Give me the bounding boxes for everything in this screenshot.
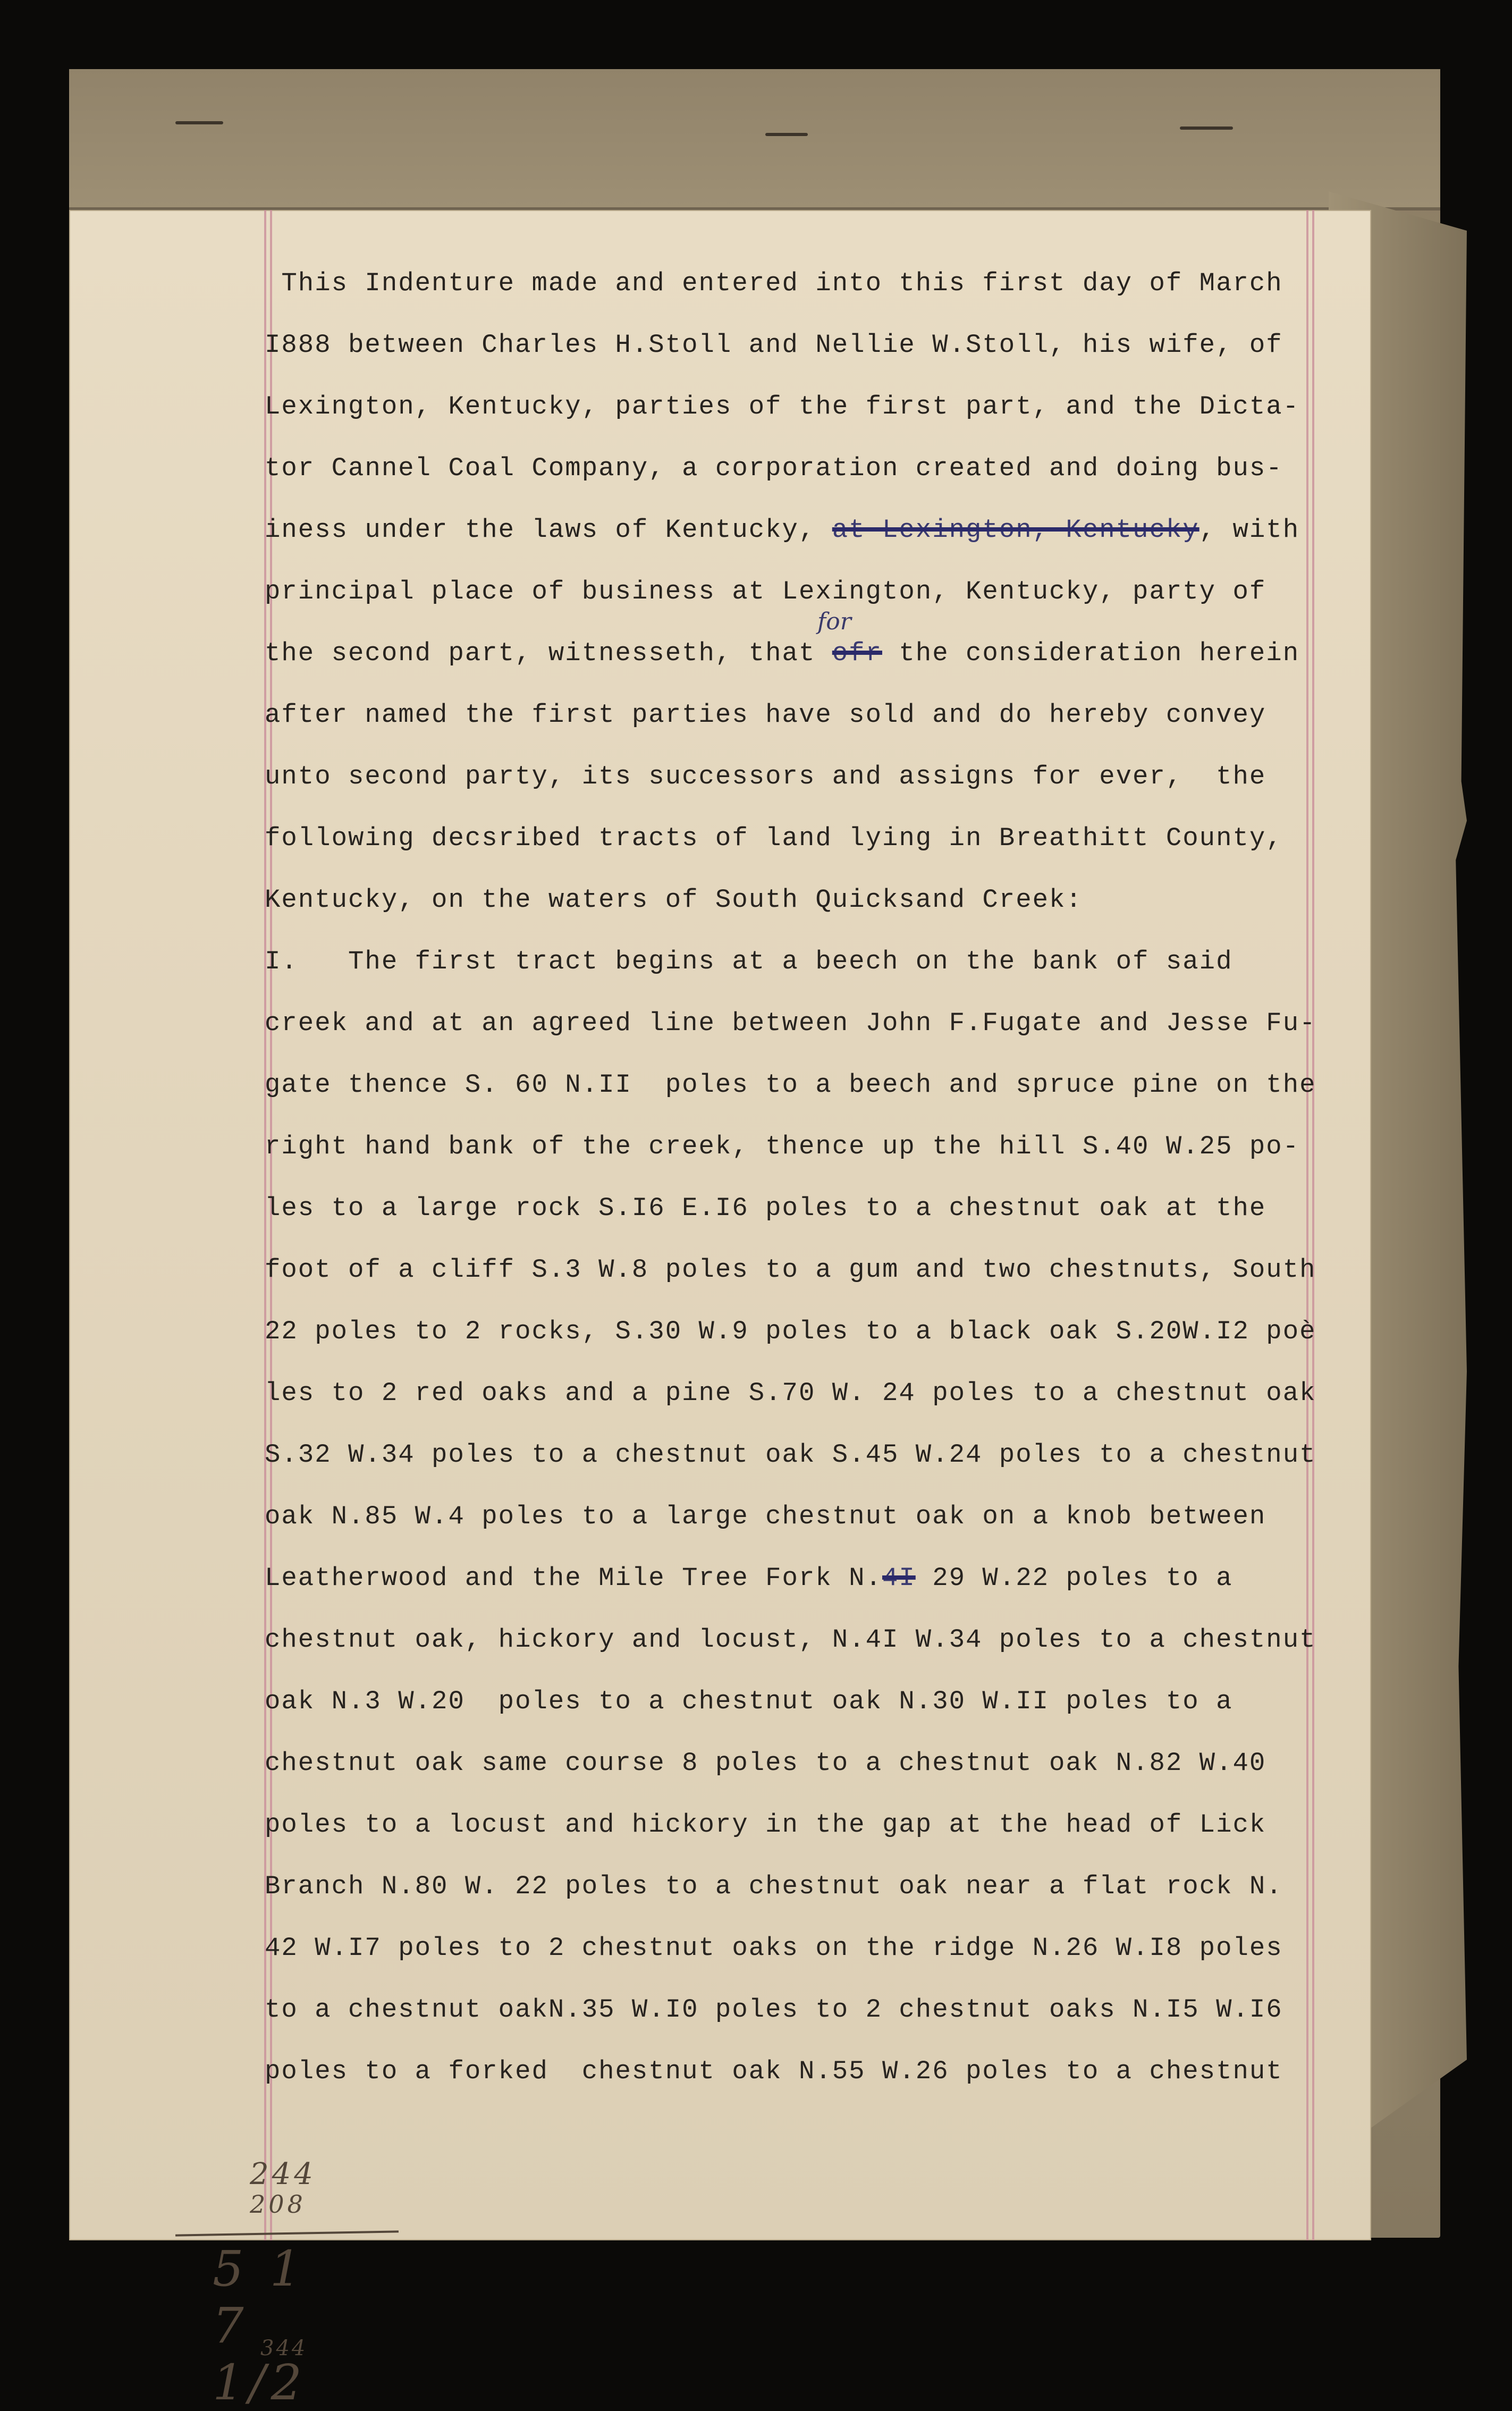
text-fragment: the consideration herein xyxy=(882,638,1300,668)
text-line: Kentucky, on the waters of South Quicksand Creek: xyxy=(265,885,1083,915)
right-margin-rule xyxy=(1306,210,1308,2240)
text-line: Branch N.80 W. 22 poles to a chestnut oak near a flat rock N. xyxy=(265,1872,1283,1901)
text-line: S.32 W.34 poles to a chestnut oak S.45 W.24 poles to a chestnut xyxy=(265,1440,1316,1470)
text-line: Lexington, Kentucky, parties of the first part, and the Dicta- xyxy=(265,392,1300,421)
text-line: gate thence S. 60 N.II poles to a beech and spruce pine on the xyxy=(265,1070,1316,1100)
staple-center xyxy=(765,133,808,136)
text-line: unto second party, its successors and assigns for ever, the xyxy=(265,762,1266,791)
text-line: I. The first tract begins at a beech on the bank of said xyxy=(265,947,1233,976)
text-line: I888 between Charles H.Stoll and Nellie W.Stoll, his wife, of xyxy=(265,330,1283,360)
folder-top-flap xyxy=(69,69,1440,210)
text-line: foot of a cliff S.3 W.8 poles to a gum and two chestnuts, South xyxy=(265,1255,1316,1285)
text-line-with-strike xyxy=(265,629,1299,677)
text-line: This Indenture made and entered into this first day of March xyxy=(265,268,1283,298)
text-fragment: iness under the laws of Kentucky, xyxy=(265,515,832,545)
text-fragment: 22 poles to 2 rocks, S.30 W.9 poles to a black oak S.20W.I2 po xyxy=(265,1317,1300,1346)
text-line: poles to a locust and hickory in the gap at the head of Lick xyxy=(265,1810,1266,1840)
text-line: after named the first parties have sold and do hereby convey xyxy=(265,700,1266,730)
text-line-with-strike xyxy=(265,506,1299,554)
text-line: 42 W.I7 poles to 2 chestnut oaks on the ridge N.26 W.I8 poles xyxy=(265,1933,1283,1963)
text-line: chestnut oak, hickory and locust, N.4I W.34 poles to a chestnut xyxy=(265,1625,1316,1655)
interlinear-correction: for xyxy=(817,608,851,635)
text-line: les to a large rock S.I6 E.I6 poles to a chestnut oak at the xyxy=(265,1193,1266,1223)
text-line: following decsribed tracts of land lying in Breathitt County, xyxy=(265,823,1283,853)
text-line: to a chestnut oakN.35 W.I0 poles to 2 chestnut oaks N.I5 W.I6 xyxy=(265,1995,1283,2025)
overtyped-char: è xyxy=(1299,1317,1316,1346)
text-fragment: Leatherwood and the Mile Tree Fork N. xyxy=(265,1563,882,1593)
text-line: chestnut oak same course 8 poles to a chestnut oak N.82 W.40 xyxy=(265,1748,1266,1778)
text-line: tor Cannel Coal Company, a corporation created and doing bus- xyxy=(265,453,1283,483)
staple-left xyxy=(175,121,223,124)
text-line: oak N.3 W.20 poles to a chestnut oak N.30 W.II poles to a xyxy=(265,1687,1233,1716)
text-fragment: , with xyxy=(1199,515,1300,545)
text-line: les to 2 red oaks and a pine S.70 W. 24 poles to a chestnut oak xyxy=(265,1378,1316,1408)
handwritten-note: 208 xyxy=(250,2190,306,2219)
text-fragment: 29 W.22 poles to a xyxy=(915,1563,1233,1593)
text-line: oak N.85 W.4 poles to a large chestnut oak on a knob between xyxy=(265,1502,1266,1531)
text-fragment: the second part, witnesseth, that xyxy=(265,638,832,668)
struck-text: 4I xyxy=(882,1563,916,1593)
staple-right xyxy=(1180,127,1233,130)
struck-text: ofr xyxy=(832,638,882,668)
text-line: right hand bank of the creek, thence up the hill S.40 W.25 po- xyxy=(265,1132,1300,1161)
text-line: creek and at an agreed line between John F.Fugate and Jesse Fu- xyxy=(265,1008,1316,1038)
right-margin-rule-2 xyxy=(1312,210,1314,2240)
handwritten-note: 344 xyxy=(260,2336,308,2361)
text-line: poles to a forked chestnut oak N.55 W.26 poles to a chestnut xyxy=(265,2056,1283,2086)
struck-text: at Lexington, Kentucky xyxy=(832,515,1200,545)
text-line-with-strike xyxy=(265,1554,1233,1602)
text-line-with-strike xyxy=(265,1308,1316,1355)
text-line: principal place of business at Lexington, Kentucky, party of xyxy=(265,577,1266,606)
handwritten-note: 244 xyxy=(250,2157,316,2191)
handwritten-sum: 5 1 7 1/2 xyxy=(213,2240,308,2411)
